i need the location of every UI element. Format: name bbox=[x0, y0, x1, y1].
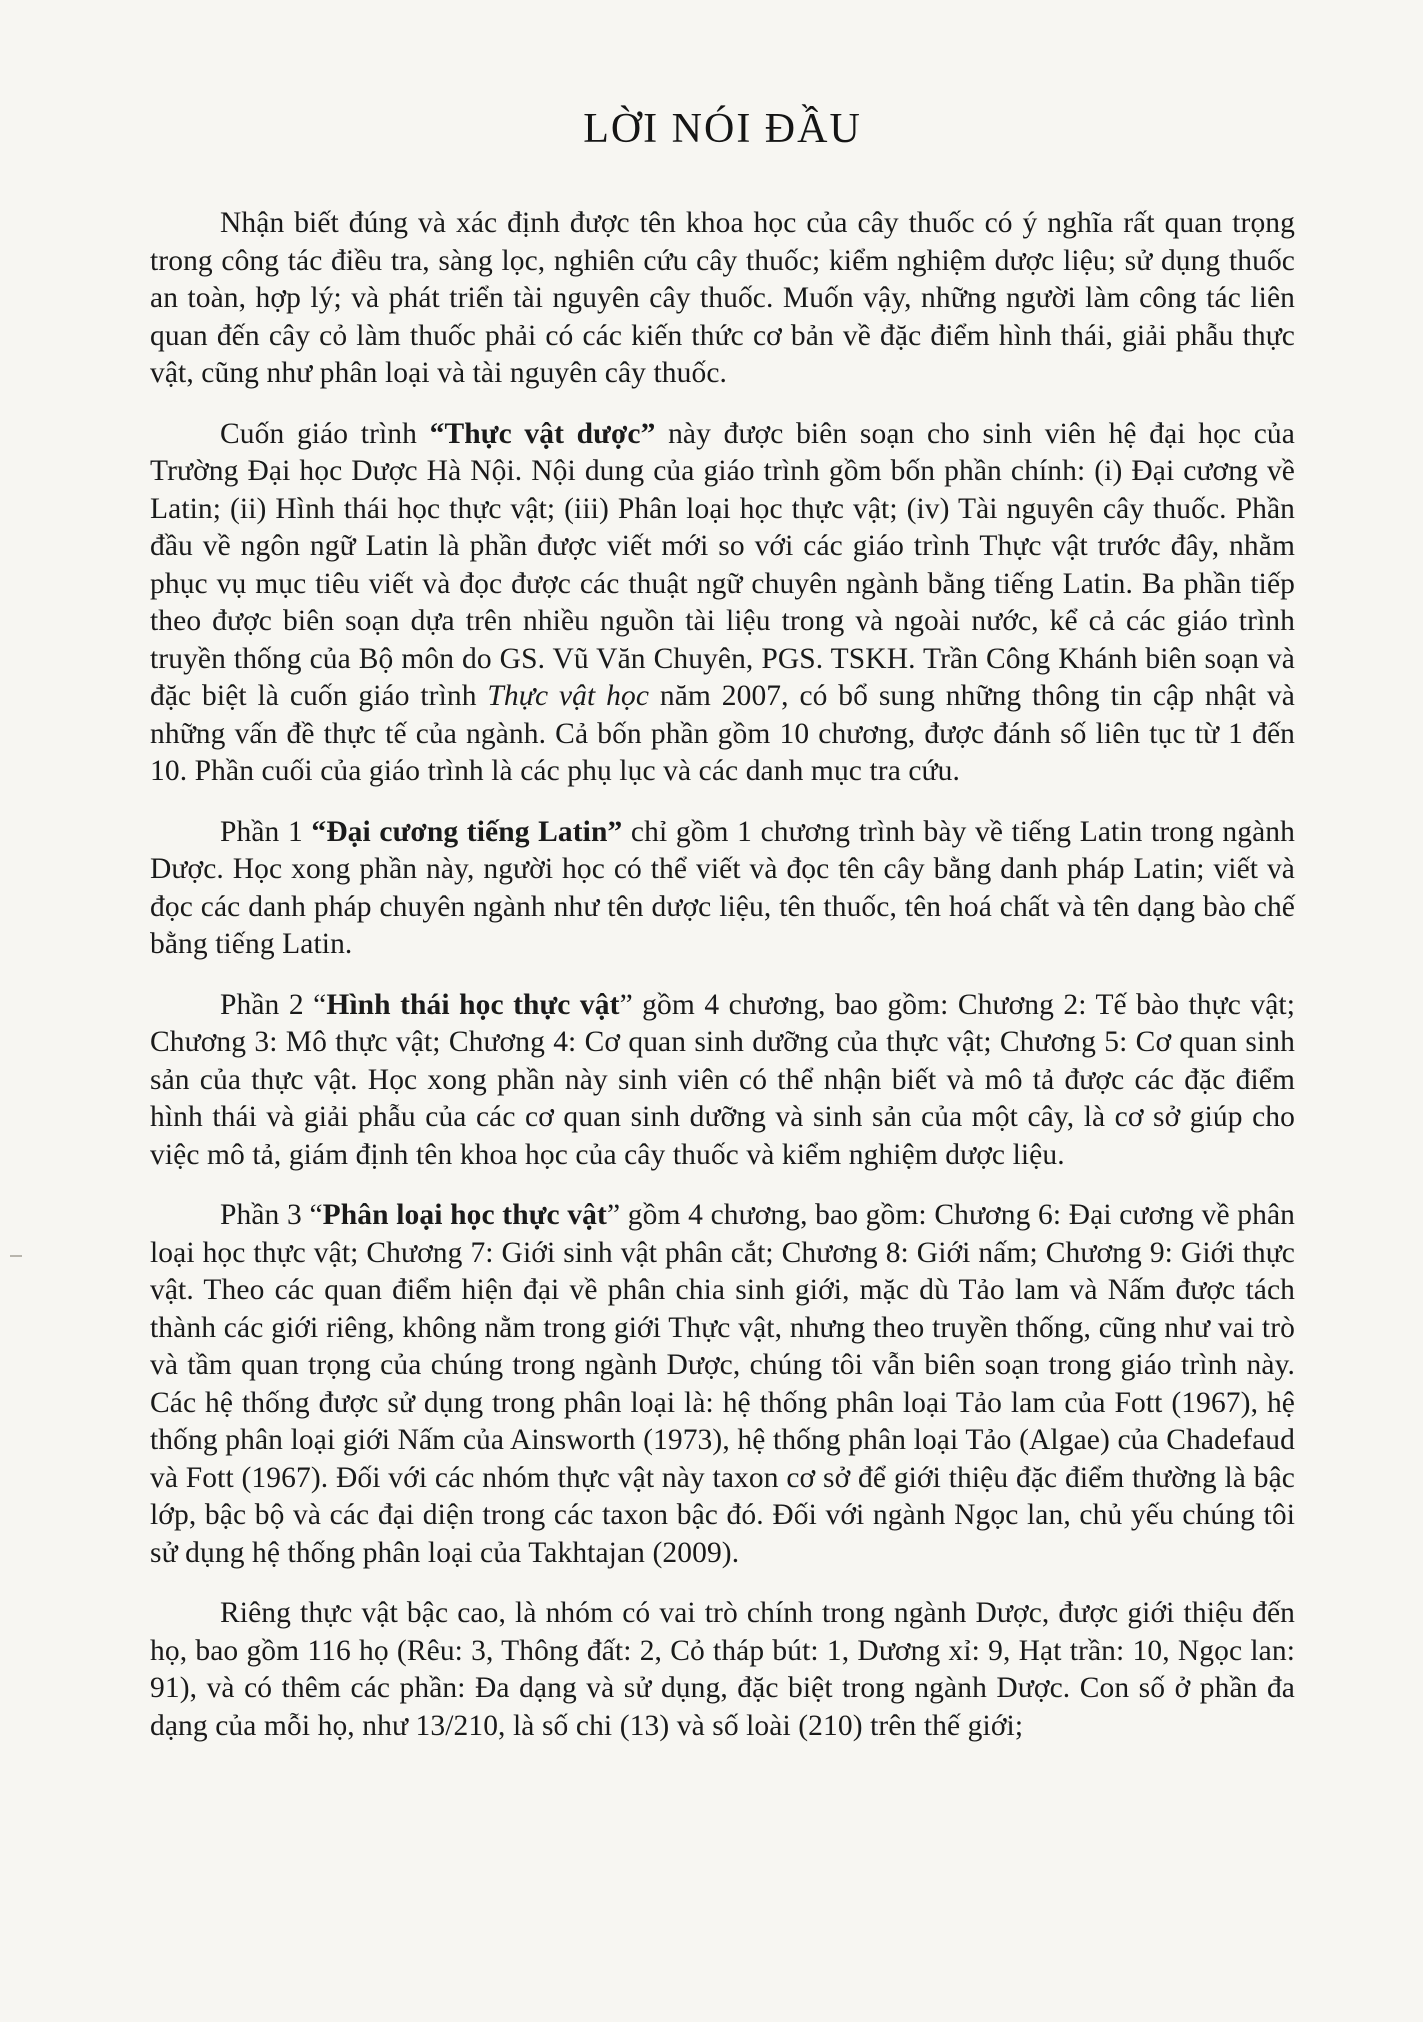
p5-part-title: Phân loại học thực vật bbox=[322, 1199, 607, 1231]
p2-text-c: này được biên soạn cho sinh viên hệ đại học của Trường Đại học Dược Hà Nội. Nội dung của giáo trình gồm bốn phần chính: (i) Đại cương về Latin; (ii) Hình thái học thực vật; (iii) Phân loại học thực vật; (iv) Tài nguyên cây thuốc. Phần đầu về ngôn ngữ Latin là phần được viết mới so với các giáo trình Thực vật trước đây, nhằm phục vụ mục tiêu viết và đọc được các thuật ngữ chuyên ngành bằng tiếng Latin. Ba phần tiếp theo được biên soạn dựa trên nhiều nguồn tài liệu trong và ngoài nước, kể cả các giáo trình truyền thống của Bộ môn do GS. Vũ Văn Chuyên, PGS. TSKH. Trần Công Khánh biên soạn và đặc biệt là cuốn giáo trình bbox=[150, 417, 1295, 712]
paragraph-3 bbox=[150, 814, 1295, 964]
page-edge-mark bbox=[10, 1255, 22, 1257]
p5-text-c: ” gồm 4 chương, bao gồm: Chương 6: Đại cương về phân loại học thực vật; Chương 7: Giới sinh vật phân cắt; Chương 8: Giới nấm; Chương 9: Giới thực vật. Theo các quan điểm hiện đại về phân chia sinh giới, mặc dù Tảo lam và Nấm được tách thành các giới riêng, không nằm trong giới Thực vật, nhưng theo truyền thống, cũng như vai trò và tầm quan trọng của chúng trong ngành Dược, chúng tôi vẫn biên soạn trong giáo trình này. Các hệ thống được sử dụng trong phân loại là: hệ thống phân loại Tảo lam của Fott (1967), hệ thống phân loại giới Nấm của Ainsworth (1973), hệ thống phân loại Tảo (Algae) của Chadefaud và Fott (1967). Đối với các nhóm thực vật này taxon cơ sở để giới thiệu đặc điểm thường là bậc lớp, bậc bộ và các đại diện trong các taxon bậc đó. Đối với ngành Ngọc lan, chủ yếu chúng tôi sử dụng hệ thống phân loại của Takhtajan (2009). bbox=[150, 1199, 1295, 1569]
p2-book-title: “Thực vật dược” bbox=[429, 417, 656, 450]
p4-text-c: ” gồm 4 chương, bao gồm: Chương 2: Tế bào thực vật; Chương 3: Mô thực vật; Chương 4: Cơ quan sinh dưỡng của thực vật; Chương 5: Cơ quan sinh sản của thực vật. Học xong phần này sinh viên có thể nhận biết và mô tả được các đặc điểm hình thái và giải phẫu của các cơ quan sinh dưỡng và sinh sản của một cây, là cơ sở giúp cho việc mô tả, giám định tên khoa học của cây thuốc và kiểm nghiệm dược liệu. bbox=[150, 988, 1295, 1171]
p3-text-c: chỉ gồm 1 chương trình bày về tiếng Latin trong ngành Dược. Học xong phần này, người học có thể viết và đọc tên cây bằng danh pháp Latin; viết và đọc các danh pháp chuyên ngành như tên dược liệu, tên thuốc, tên hoá chất và tên dạng bào chế bằng tiếng Latin. bbox=[150, 815, 1295, 960]
paragraph-1: Nhận biết đúng và xác định được tên khoa học của cây thuốc có ý nghĩa rất quan trọng trong công tác điều tra, sàng lọc, nghiên cứu cây thuốc; kiểm nghiệm dược liệu; sử dụng thuốc an toàn, hợp lý; và phát triển tài nguyên cây thuốc. Muốn vậy, những người làm công tác liên quan đến cây cỏ làm thuốc phải có các kiến thức cơ bản về đặc điểm hình thái, giải phẫu thực vật, cũng như phân loại và tài nguyên cây thuốc. bbox=[150, 207, 1295, 389]
p4-part-title: Hình thái học thực vật bbox=[326, 988, 620, 1021]
p2-text-e: năm 2007, có bổ sung những thông tin cập nhật và những vấn đề thực tế của ngành. Cả bốn phần gồm 10 chương, được đánh số liên tục từ 1 đến 10. Phần cuối của giáo trình là các phụ lục và các danh mục tra cứu. bbox=[150, 680, 1295, 787]
paragraph-6: Riêng thực vật bậc cao, là nhóm có vai trò chính trong ngành Dược, được giới thiệu đến họ, bao gồm 116 họ (Rêu: 3, Thông đất: 2, Cỏ tháp bút: 1, Dương xỉ: 9, Hạt trần: 10, Ngọc lan: 91), và có thêm các phần: Đa dạng và sử dụng, đặc biệt trong ngành Dược. Con số ở phần đa dạng của mỗi họ, như 13/210, là số chi (13) và số loài (210) trên thế giới; bbox=[150, 1597, 1295, 1742]
p2-book-italic: Thực vật học bbox=[487, 680, 650, 712]
p3-part-title: “Đại cương tiếng Latin” bbox=[311, 815, 623, 848]
paragraph-4 bbox=[150, 987, 1295, 1175]
page-title: LỜI NÓI ĐẦU bbox=[583, 106, 862, 152]
p3-text-a: Phần 1 bbox=[220, 815, 312, 848]
p2-text-a: Cuốn giáo trình bbox=[220, 417, 430, 450]
paragraph-5 bbox=[150, 1197, 1295, 1572]
paragraph-2 bbox=[150, 416, 1295, 791]
p4-text-a: Phần 2 “ bbox=[220, 988, 327, 1021]
p5-text-a: Phần 3 “ bbox=[220, 1199, 323, 1231]
